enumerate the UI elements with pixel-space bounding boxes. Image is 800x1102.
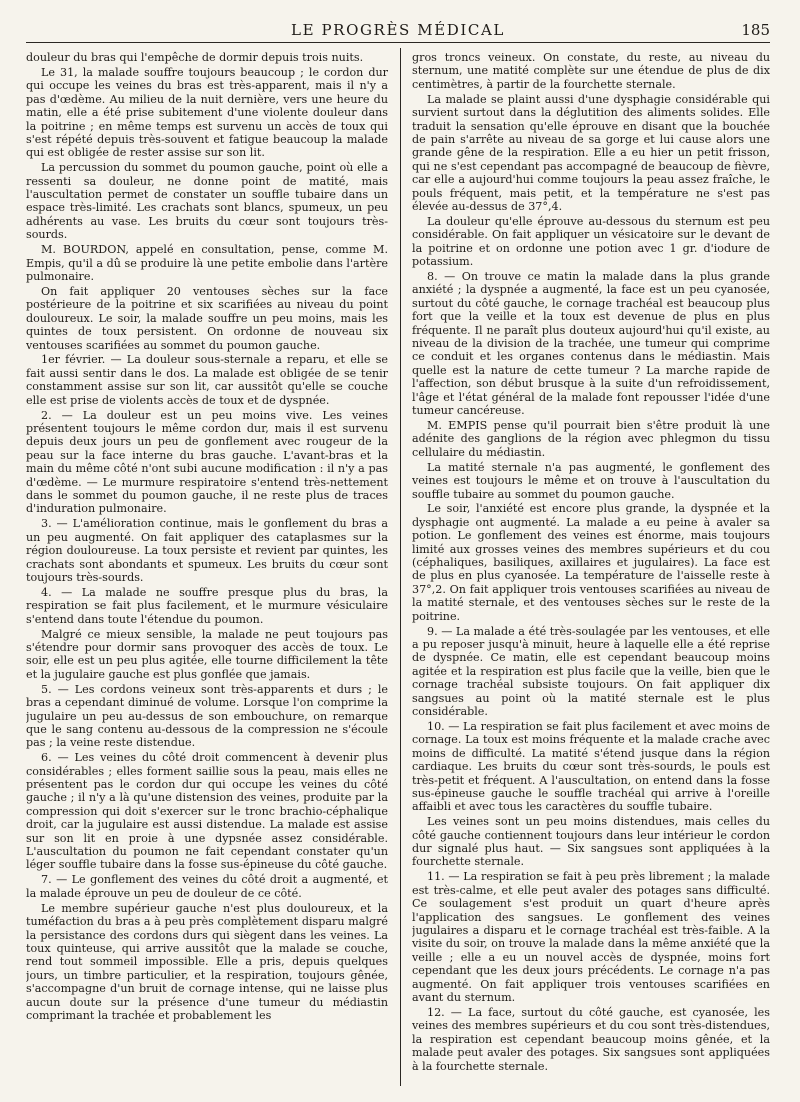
paragraph: 3. — L'amélioration continue, mais le gonflement du bras a un peu augmenté. On fait appliquer des cataplasmes sur la région douloureuse. La toux persiste et revient par quintes, les crachats sont abondants et spumeux. Les bruits du cœur sont toujours très-sourds. <box>26 517 388 584</box>
paragraph: 12. — La face, surtout du côté gauche, est cyanosée, les veines des membres supérieurs et du cou sont très-distendues, la respiration est cependant beaucoup moins gênée, et la malade peut avaler des potages. Six sangsues sont appliquées à la fourchette sternale. <box>412 1005 770 1073</box>
column-divider <box>400 48 401 1086</box>
paragraph: Le soir, l'anxiété est encore plus grande, la dyspnée et la dysphagie ont augmenté. La malade a eu peine à avaler sa potion. Le gonflement des veines est énorme, mais toujours limité aux grosses veines des membres supérieurs et du cou (céphaliques, basiliques, axillaires et jugulaires). La face est de plus en plus cyanosée. La température de l'aisselle reste à 37°,2. On fait appliquer trois ventouses scarifiées au niveau de la matité sternale, et des ventouses sèches sur le reste de la poitrine. <box>412 502 770 623</box>
paragraph: douleur du bras qui l'empêche de dormir depuis trois nuits. <box>26 51 364 64</box>
paragraph: Les veines sont un peu moins distendues, mais celles du côté gauche contiennent toujours dans leur intérieur le cordon dur signalé plus haut. — Six sangsues sont appliquées à la fourchette sternale. <box>412 815 770 869</box>
paragraph: 1er février. — La douleur sous-sternale a reparu, et elle se fait aussi sentir dans le dos. La malade est obligée de se tenir constamment assise sur son lit, car aussitôt qu'elle se couche elle est prise de violents accès de toux et de dyspnée. <box>26 353 388 407</box>
paragraph: La douleur qu'elle éprouve au-dessous du sternum est peu considérable. On fait appliquer un vésicatoire sur le devant de la poitrine et on ordonne une potion avec 1 gr. d'iodure de potassium. <box>412 214 770 269</box>
paragraph: 4. — La malade ne souffre presque plus du bras, la respiration se fait plus facilement, et le murmure vésiculaire s'entend dans toute l'étendue du poumon. <box>26 585 388 626</box>
paragraph: Le membre supérieur gauche n'est plus douloureux, et la tuméfaction du bras a à peu près complètement disparu malgré la persistance des cordons durs qui siègent dans les veines. La toux quinteuse, qui arrive aussitôt que la malade se couche, rend tout sommeil impossible. Elle a pris, depuis quelques jours, un timbre particulier, et la respiration, toujours gênée, s'accompagne d'un bruit de cornage intense, qui ne laisse plus aucun doute sur la présence d'une tumeur du médiastin comprimant la trachée et probablement les <box>26 901 388 1022</box>
paragraph: 5. — Les cordons veineux sont très-apparents et durs ; le bras a cependant diminué de volume. Lorsque l'on comprime la jugulaire un peu au-dessus de son embouchure, on remarque que le sang contenu au-dessous de la compression ne s'écoule pas ; la veine reste distendue. <box>26 682 388 750</box>
right-column <box>412 51 770 1088</box>
paragraph: M. EMPIS pense qu'il pourrait bien s'être produit là une adénite des ganglions de la région avec phlegmon du tissu cellulaire du médiastin. <box>412 418 770 459</box>
paragraph: La percussion du sommet du poumon gauche, point où elle a ressenti sa douleur, ne donne point de matité, mais l'auscultation permet de constater un souffle tubaire dans un espace très-limité. Les crachats sont blancs, spumeux, un peu adhérents au vase. Les bruits du cœur sont toujours très-sourds. <box>26 161 388 242</box>
running-title: LE PROGRÈS MÉDICAL <box>291 21 505 39</box>
paragraph: 7. — Le gonflement des veines du côté droit a augmenté, et la malade éprouve un peu de douleur de ce côté. <box>26 873 388 900</box>
paragraph: 6. — Les veines du côté droit commencent à devenir plus considérables ; elles forment saillie sous la peau, mais elles ne présentent pas le cordon dur qui occupe les veines du côté gauche ; il n'y a là qu'une distension des veines, produite par la compression qui doit s'exercer sur le tronc brachio-céphalique droit, car la jugulaire est aussi distendue. La malade est assise sur son lit en proie à une dypsnée assez considérable. L'auscultation du poumon ne fait cependant constater qu'un léger souffle tubaire dans la fosse sus-épineuse du côté gauche. <box>26 751 388 872</box>
paragraph: 10. — La respiration se fait plus facilement et avec moins de cornage. La toux est moins fréquente et la malade crache avec moins de difficulté. La matité s'étend jusque dans la région cardiaque. Les bruits du cœur sont très-sourds, le pouls est très-petit et fréquent. A l'auscultation, on entend dans la fosse sus-épineuse gauche le souffle trachéal qui arrive à l'oreille affaibli et avec tous les caractères du souffle tubaire. <box>412 719 770 814</box>
paragraph: Malgré ce mieux sensible, la malade ne peut toujours pas s'étendre pour dormir sans provoquer des accès de toux. Le soir, elle est un peu plus agitée, elle tourne difficilement la tête et la jugulaire gauche est plus gonflée que jamais. <box>26 627 388 681</box>
paragraph: La matité sternale n'a pas augmenté, le gonflement des veines est toujours le même et on trouve à l'auscultation du souffle tubaire au sommet du poumon gauche. <box>412 460 770 501</box>
paragraph: 8. — On trouve ce matin la malade dans la plus grande anxiété ; la dyspnée a augmenté, la face est un peu cyanosée, surtout du côté gauche, le cornage trachéal est beaucoup plus fort que la veille et la toux est devenue de plus en plus fréquente. Il ne paraît plus douteux aujourd'hui qu'il existe, au niveau de la division de la trachée, une tumeur qui comprime ce conduit et les organes contenus dans le médiastin. Mais quelle est la nature de cette tumeur ? La marche rapide de l'affection, son début brusque à la suite d'un refroidissement, l'âge et l'état général de la malade font repousser l'idée d'une tumeur cancéreuse. <box>412 270 770 418</box>
paragraph: 11. — La respiration se fait à peu près librement ; la malade est très-calme, et elle peut avaler des potages sans difficulté. Ce soulagement s'est produit un quart d'heure après l'application des sangsues. Le gonflement des veines jugulaires a disparu et le cornage trachéal est très-faible. A la visite du soir, on trouve la malade dans la même anxiété que la veille ; elle a eu un nouvel accès de dyspnée, moins fort cependant que les deux jours précédents. Le cornage n'a pas augmenté. On fait appliquer trois ventouses scarifiées en avant du sternum. <box>412 870 770 1005</box>
paragraph: 2. — La douleur est un peu moins vive. Les veines présentent toujours le même cordon dur, mais il est survenu depuis deux jours un peu de gonflement avec rougeur de la peau sur la face interne du bras gauche. L'avant-bras et la main du même côté n'ont subi aucune modification : il n'y a pas d'œdème. — Le murmure respiratoire s'entend très-nettement dans le sommet du poumon gauche, il ne reste plus de traces d'induration pulmonaire. <box>26 408 388 516</box>
paragraph: On fait appliquer 20 ventouses sèches sur la face postérieure de la poitrine et six scarifiées au niveau du point douloureux. Le soir, la malade souffre un peu moins, mais les quintes de toux persistent. On ordonne de nouveau six ventouses scarifiées au sommet du poumon gauche. <box>26 284 388 352</box>
paragraph: M. BOURDON, appelé en consultation, pense, comme M. Empis, qu'il a dû se produire là une petite embolie dans l'artère pulmonaire. <box>26 243 388 283</box>
paragraph: Le 31, la malade souffre toujours beaucoup ; le cordon dur qui occupe les veines du bras est très-apparent, mais il n'y a pas d'œdème. Au milieu de la nuit dernière, vers une heure du matin, elle a été prise subitement d'une violente douleur dans la poitrine ; en même temps est survenu un accès de toux qui s'est répété depuis très-souvent et fatigue beaucoup la malade qui est obligée de rester assise sur son lit. <box>26 65 388 160</box>
left-column <box>26 51 388 1088</box>
paragraph: La malade se plaint aussi d'une dysphagie considérable qui survient surtout dans la déglutition des aliments solides. Elle traduit la sensation qu'elle éprouve en disant que la bouchée de pain s'arrête au niveau de sa gorge et lui cause alors une grande gêne de la respiration. Elle a eu hier un petit frisson, qui ne s'est cependant pas accompagné de beaucoup de fièvre, car elle a aujourd'hui comme toujours la peau assez fraîche, le pouls fréquent, mais petit, et la température ne s'est pas élevée au-dessus de 37°,4. <box>412 92 770 213</box>
paragraph: 9. — La malade a été très-soulagée par les ventouses, et elle a pu reposer jusqu'à minuit, heure à laquelle elle a été reprise de dyspnée. Ce matin, elle est cependant beaucoup moins agitée et la respiration est plus facile que la veille, bien que le cornage trachéal subsiste toujours. On fait appliquer dix sangsues au point où la matité sternale est le plus considérable. <box>412 624 770 718</box>
page-header <box>26 20 770 43</box>
paragraph: gros troncs veineux. On constate, du reste, au niveau du sternum, une matité complète sur une étendue de plus de dix centimètres, à partir de la fourchette sternale. <box>412 51 770 91</box>
page-number: 185 <box>741 21 770 39</box>
